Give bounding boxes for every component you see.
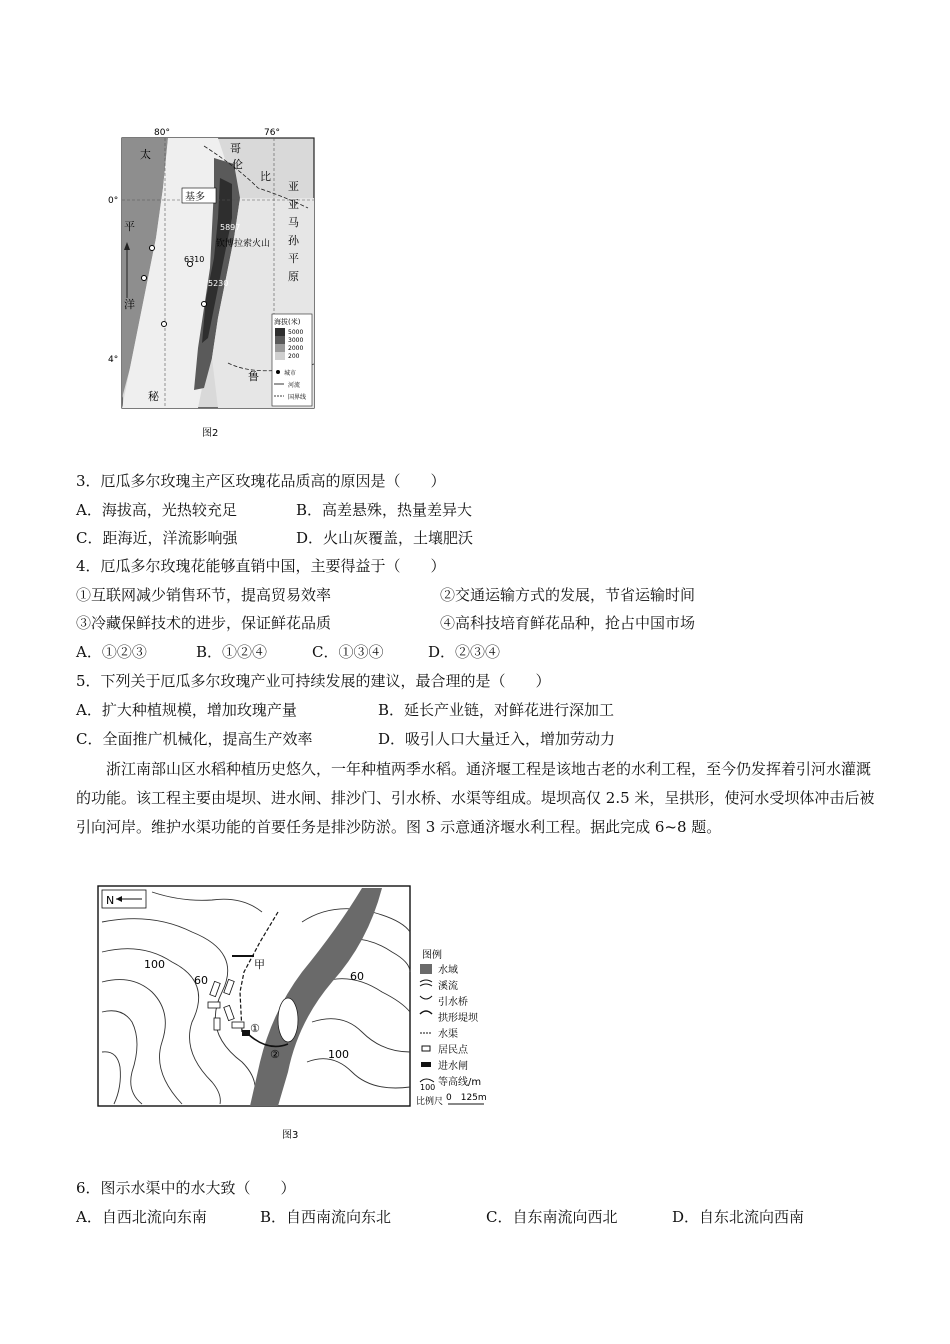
- q3-option-b: B．高差悬殊，热量差异大: [296, 501, 473, 519]
- legend-contour: 等高线/m: [438, 1077, 482, 1088]
- legend-arch-dam: 拱形堤坝: [438, 1013, 478, 1024]
- legend-river: 河流: [288, 382, 301, 389]
- contour-60-w: 60: [194, 974, 208, 987]
- point-2: ②: [270, 1048, 280, 1061]
- q5-stem: 5．下列关于厄瓜多尔玫瑰产业可持续发展的建议，最合理的是（ ）: [76, 672, 551, 690]
- lon-label-76: 76°: [264, 128, 280, 138]
- legend-title: 海拔(米): [274, 318, 301, 326]
- lat-label-0: 0°: [108, 196, 119, 206]
- label-ma: 马: [288, 216, 299, 229]
- label-volcano: 钦博拉索火山: [216, 239, 271, 249]
- label-mi: 秘: [148, 390, 159, 403]
- label-sun: 孙: [288, 234, 299, 247]
- passage-tongji-weir: 浙江南部山区水稻种植历史悠久，一年种植两季水稻。通济堰工程是该地古老的水利工程，至今仍发挥着引河水灌溉的功能。该工程主要由堤坝、进水闸、排沙门、引水桥、水渠等组成。堤坝高仅 2.5 米，呈拱形，使河水受坝体冲击后被引向河岸。维护水渠功能的首要任务是排沙防淤。图 3 示意通济堰水利工程。据此完成 6~8 题。: [76, 760, 875, 836]
- label-ya2: 亚: [288, 198, 299, 211]
- q5-option-c: C．全面推广机械化，提高生产效率: [76, 730, 313, 748]
- q4-option-d: D．②③④: [428, 643, 501, 661]
- north-label: N: [106, 894, 115, 907]
- figure-3-tongji-weir-map: [92, 882, 512, 1150]
- legend-water: 水域: [438, 965, 458, 976]
- label-tai: 太: [140, 148, 151, 161]
- elevation-5230: 5230: [208, 279, 229, 288]
- q6-option-d: D．自东北流向西南: [672, 1208, 805, 1226]
- label-ge: 哥: [230, 142, 241, 155]
- label-ya1: 亚: [288, 180, 299, 193]
- legend-settlement: 居民点: [438, 1045, 468, 1056]
- q5-option-d: D．吸引人口大量迁入，增加劳动力: [378, 730, 616, 748]
- label-lu: 鲁: [248, 370, 259, 383]
- q6-option-c: C．自东南流向西北: [486, 1208, 618, 1226]
- legend-scale-label: 比例尺: [416, 1097, 444, 1107]
- q6-option-a: A．自西北流向东南: [76, 1208, 207, 1226]
- label-lun: 伦: [232, 158, 243, 171]
- q3-option-a: A．海拔高，光热较充足: [76, 501, 237, 519]
- figure-2-legend: [272, 314, 312, 406]
- q3-option-c: C．距海近，洋流影响强: [76, 529, 238, 547]
- q4-stem: 4．厄瓜多尔玫瑰花能够直销中国，主要得益于（ ）: [76, 557, 446, 575]
- point-jia: 甲: [254, 958, 265, 971]
- label-ping: 平: [124, 220, 135, 233]
- legend-level-3000: 3000: [288, 337, 304, 344]
- elevation-6310: 6310: [184, 255, 205, 264]
- figure-2-ecuador-map: [108, 128, 328, 450]
- q4-item-3: ③冷藏保鲜技术的进步，保证鲜花品质: [76, 614, 332, 632]
- legend-title: 图例: [422, 950, 442, 961]
- q6-option-b: B．自西南流向东北: [260, 1208, 392, 1226]
- city-marker: [150, 246, 155, 251]
- label-bi: 比: [260, 170, 271, 183]
- q4-option-c: C．①③④: [312, 643, 384, 661]
- label-ping2: 平: [288, 252, 299, 265]
- q3-stem: 3．厄瓜多尔玫瑰主产区玫瑰花品质高的原因是（ ）: [76, 472, 446, 490]
- contour-60-e: 60: [350, 970, 364, 983]
- elevation-5897: 5897: [220, 223, 241, 232]
- legend-city: 城市: [284, 370, 297, 377]
- legend-border: 国界线: [288, 394, 307, 401]
- legend-level-200: 200: [288, 353, 300, 360]
- city-marker: [162, 322, 167, 327]
- city-marker: [202, 302, 207, 307]
- q4-item-4: ④高科技培育鲜花品种，抢占中国市场: [440, 614, 696, 632]
- legend-level-5000: 5000: [288, 329, 304, 336]
- label-quito: 基多: [185, 192, 205, 203]
- lon-label-80: 80°: [154, 128, 170, 138]
- q3-option-d: D．火山灰覆盖，土壤肥沃: [296, 529, 474, 547]
- q4-option-b: B．①②④: [196, 643, 268, 661]
- q6-stem: 6．图示水渠中的水大致（ ）: [76, 1179, 296, 1197]
- legend-canal: 水渠: [438, 1029, 458, 1040]
- q4-item-2: ②交通运输方式的发展，节省运输时间: [440, 586, 696, 604]
- q4-option-a: A．①②③: [76, 643, 147, 661]
- legend-intake-gate: 进水闸: [438, 1061, 468, 1072]
- river-island: [278, 998, 298, 1042]
- q5-option-a: A．扩大种植规模，增加玫瑰产量: [76, 701, 297, 719]
- city-marker: [142, 276, 147, 281]
- legend-aqueduct-bridge: 引水桥: [438, 997, 468, 1008]
- q4-item-1: ①互联网减少销售环节，提高贸易效率: [76, 586, 332, 604]
- figure-2-caption: 图2: [202, 428, 219, 439]
- point-1: ①: [250, 1022, 260, 1035]
- label-yuan: 原: [288, 270, 299, 283]
- lat-label-4: 4°: [108, 355, 119, 365]
- legend-scale-value: 0 125m: [446, 1093, 487, 1103]
- legend-stream: 溪流: [438, 981, 458, 992]
- contour-100-nw: 100: [144, 958, 165, 971]
- legend-contour-sample: 100: [420, 1083, 436, 1092]
- label-yang: 洋: [124, 298, 135, 311]
- figure-3-caption: 图3: [282, 1130, 299, 1141]
- legend-level-2000: 2000: [288, 345, 304, 352]
- q5-option-b: B．延长产业链，对鲜花进行深加工: [378, 701, 615, 719]
- contour-100-e: 100: [328, 1048, 349, 1061]
